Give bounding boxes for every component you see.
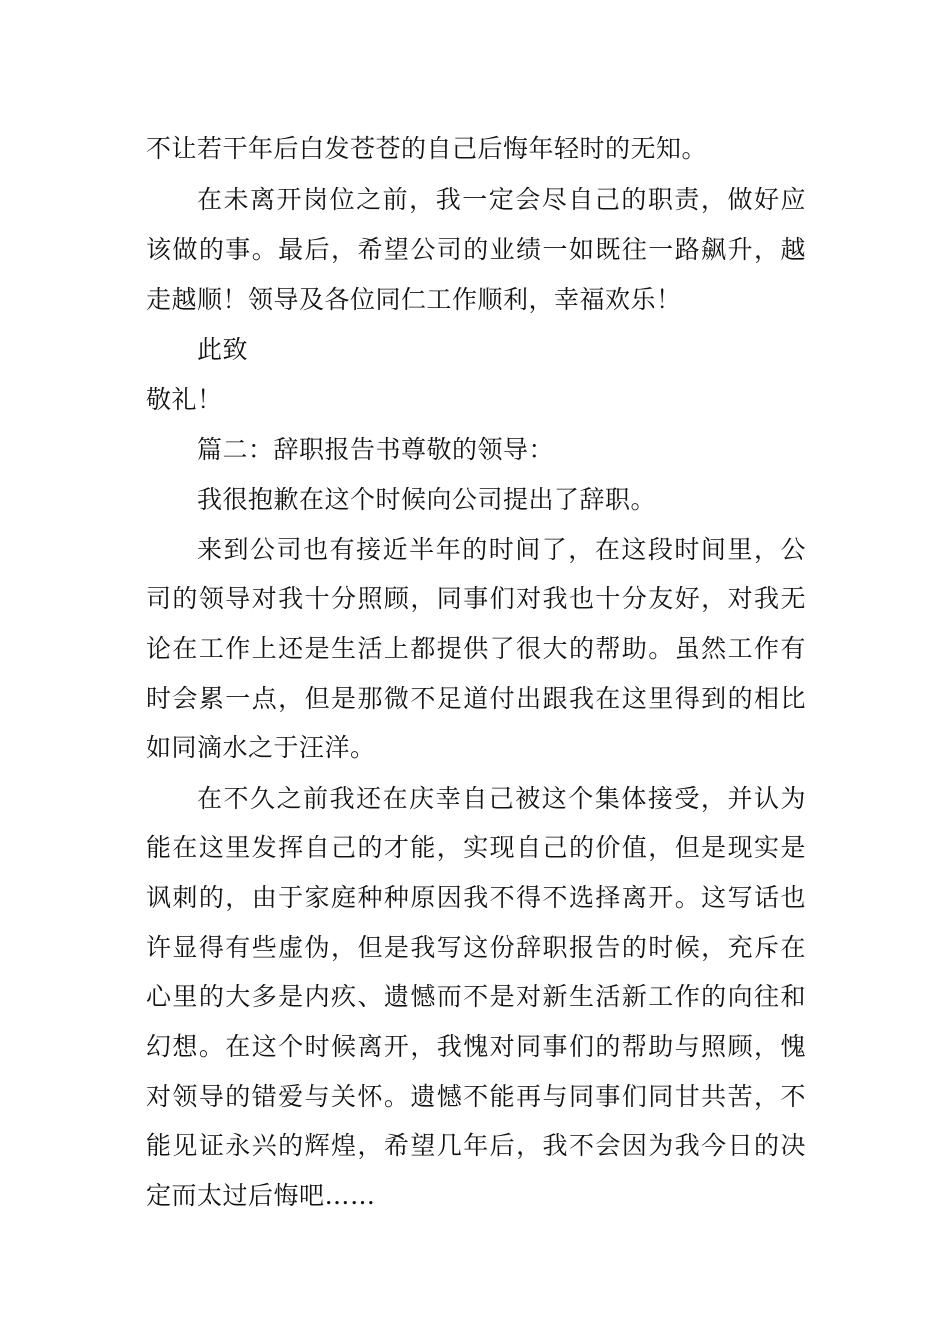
text-line: 定而太过后悔吧…… bbox=[146, 1181, 376, 1210]
text-line: 时会累一点，但是那微不足道付出跟我在这里得到的相比 bbox=[146, 684, 806, 713]
text-line: 心里的大多是内疚、遗憾而不是对新生活新工作的向往和 bbox=[146, 982, 806, 1011]
text-line: 敬礼！ bbox=[146, 385, 223, 414]
text-line: 此致 bbox=[197, 335, 249, 364]
text-line: 在不久之前我还在庆幸自己被这个集体接受，并认为 bbox=[197, 784, 806, 813]
text-line: 在未离开岗位之前，我一定会尽自己的职责，做好应 bbox=[197, 185, 806, 214]
text-line: 来到公司也有接近半年的时间了，在这段时间里，公 bbox=[197, 535, 806, 564]
text-line: 论在工作上还是生活上都提供了很大的帮助。虽然工作有 bbox=[146, 634, 806, 663]
text-line: 幻想。在这个时候离开，我愧对同事们的帮助与照顾，愧 bbox=[146, 1032, 806, 1061]
text-line: 走越顺！领导及各位同仁工作顺利，幸福欢乐！ bbox=[146, 285, 682, 314]
text-line: 我很抱歉在这个时候向公司提出了辞职。 bbox=[197, 485, 657, 514]
text-line: 如同滴水之于汪洋。 bbox=[146, 733, 376, 762]
text-line: 司的领导对我十分照顾，同事们对我也十分友好，对我无 bbox=[146, 584, 806, 613]
text-line: 能见证永兴的辉煌，希望几年后，我不会因为我今日的决 bbox=[146, 1131, 806, 1160]
text-line: 不让若干年后白发苍苍的自己后悔年轻时的无知。 bbox=[146, 134, 708, 163]
text-line: 许显得有些虚伪，但是我写这份辞职报告的时候，充斥在 bbox=[146, 933, 806, 962]
text-line: 能在这里发挥自己的才能，实现自己的价值，但是现实是 bbox=[146, 833, 806, 862]
text-line: 讽刺的，由于家庭种种原因我不得不选择离开。这写话也 bbox=[146, 883, 806, 912]
text-line: 篇二：辞职报告书尊敬的领导： bbox=[197, 435, 555, 464]
text-line: 对领导的错爱与关怀。遗憾不能再与同事们同甘共苦，不 bbox=[146, 1082, 806, 1111]
text-line: 该做的事。最后，希望公司的业绩一如既往一路飙升，越 bbox=[146, 235, 806, 264]
